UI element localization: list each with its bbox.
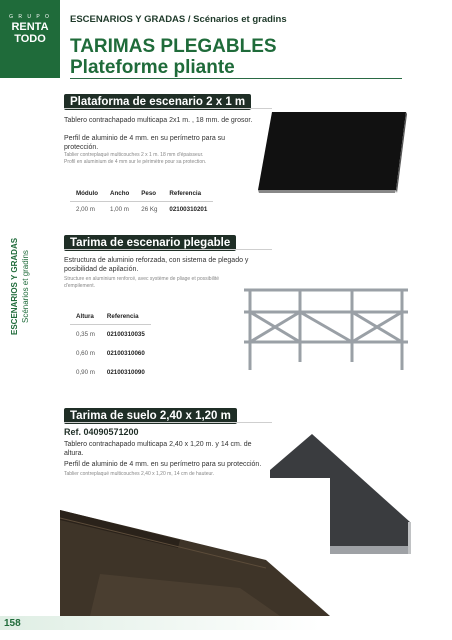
table-row: [70, 363, 151, 382]
section2-desc1: Estructura de aluminio reforzada, con sistema de plegado y posibilidad de apilación.: [64, 257, 249, 273]
section2-table: [70, 309, 151, 382]
side-label: [10, 235, 40, 335]
section1-cell-referencia: 02100310201: [169, 206, 208, 213]
section2-cell-ref: 02100310060: [106, 350, 145, 357]
stage-platform-image: [258, 112, 410, 194]
section2-rule: [64, 249, 272, 250]
section1-rule: [64, 108, 272, 109]
section3-title: Tarima de suelo 2,40 x 1,20 m: [64, 408, 237, 424]
section3-desc2: Perfil de aluminio de 4 mm. en su perímetro para su protección.: [64, 461, 262, 468]
section1-header-peso: Peso: [135, 186, 163, 202]
section2-header-altura: Altura: [70, 309, 101, 325]
side-label-fr: Scénarios et gradins: [21, 250, 30, 323]
section1-cell-peso: 26 Kg: [141, 206, 158, 213]
floor-installation-photo: [60, 478, 330, 616]
table-row: [70, 344, 151, 363]
title-fr: Plateforme pliante: [70, 57, 235, 78]
section1-table: [70, 186, 213, 217]
logo-renta: RENTA: [11, 21, 49, 33]
title-divider: [70, 78, 402, 79]
folding-stage-image: [240, 282, 412, 374]
section1-title: Plataforma de escenario 2 x 1 m: [64, 94, 251, 110]
section1-desc2: Perfil de aluminio de 4 mm. en su perímetro para su protección.: [64, 135, 226, 151]
section1-header-ancho: Ancho: [104, 186, 135, 202]
page-number: 158: [4, 618, 21, 629]
section1-desc1: Tablero contrachapado multicapa 2x1 m. , 18 mm. de grosor.: [64, 117, 253, 124]
page-title: [70, 36, 277, 78]
section2-cell-height: 0,60 m: [76, 350, 95, 357]
table-row: [70, 325, 151, 345]
section3-fr1: Tablier contreplaqué multicouches 2,40 x 1,20 m, 14 cm de hauteur.: [64, 471, 215, 477]
title-es: TARIMAS PLEGABLES: [70, 36, 277, 57]
page-footer-bar: [0, 616, 320, 630]
section1-header-referencia: Referencia: [163, 186, 213, 202]
section1-cell-ancho: 1,00 m: [110, 206, 129, 213]
table-row: [70, 202, 213, 218]
category-heading: ESCENARIOS Y GRADAS / Scénarios et gradins: [70, 14, 287, 25]
side-label-es: ESCENARIOS Y GRADAS: [10, 237, 19, 335]
logo-todo: TODO: [14, 33, 46, 45]
section2-fr1: Structure en aluminium renforcé, avec système de pliage et possibilité d'empilement.: [64, 276, 220, 289]
section2-cell-height: 0,90 m: [76, 369, 95, 376]
section1-fr2: Profil en aluminium de 4 mm sur le périmètre pour sa protection.: [64, 159, 207, 165]
section2-title: Tarima de escenario plegable: [64, 235, 236, 251]
section3-rule: [64, 422, 272, 423]
section3-ref: Ref. 04090571200: [64, 427, 139, 437]
section1-cell-modulo: 2,00 m: [76, 206, 95, 213]
section2-cell-ref: 02100310090: [106, 369, 145, 376]
section2-header-referencia: Referencia: [101, 309, 151, 325]
logo-grupo: G R U P O: [9, 14, 51, 20]
brand-logo: [0, 0, 60, 78]
section2-cell-height: 0,35 m: [76, 331, 95, 338]
section1-fr1: Tablier contreplaqué multicouches 2 x 1 m. 18 mm d'épaisseur.: [64, 152, 204, 158]
section3-desc1: Tablero contrachapado multicapa 2,40 x 1,20 m. y 14 cm. de altura.: [64, 441, 252, 457]
section2-cell-ref: 02100310035: [106, 331, 145, 338]
section1-header-modulo: Módulo: [70, 186, 104, 202]
